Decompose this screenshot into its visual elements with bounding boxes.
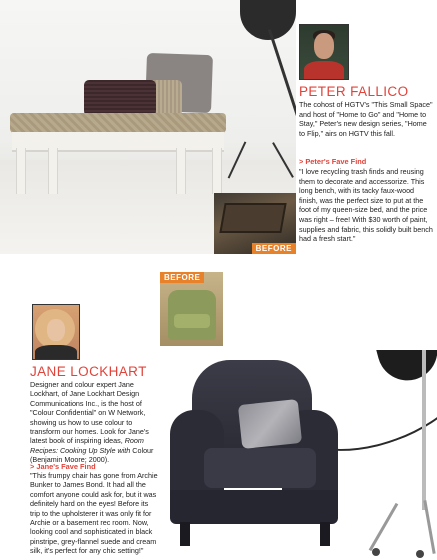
chair-leg xyxy=(180,522,190,546)
tripod-wheel xyxy=(372,548,380,556)
before-badge: BEFORE xyxy=(160,272,204,283)
light-stand xyxy=(268,29,296,144)
jane-bio xyxy=(30,380,160,465)
chair-after-photo xyxy=(160,350,437,560)
portrait-face xyxy=(314,33,334,59)
bench-frame xyxy=(12,132,224,152)
tripod-leg xyxy=(423,500,435,554)
jane-bio-text-end: Colour (Benjamin Moore; 2000). xyxy=(30,445,154,465)
chair-leg xyxy=(320,522,330,546)
tripod-wheel xyxy=(416,550,424,558)
book-title: Room Recipes: Cooking Up Style with xyxy=(30,436,144,455)
peter-portrait xyxy=(299,24,349,80)
chair-before-photo xyxy=(160,272,223,346)
jane-fave-text: "This frumpy chair has gone from Archie Bunker to James Bond. It had all the comfort anyone could ask for, but it was definitely hard on the eyes! Before its trip to the upholsterer it was only fit for Archie or a basement rec room. Now, looking cool and sophisticated in black pinstripe, grey-flannel suede and cream silk, it's perfect for any chic setting!" xyxy=(30,471,158,556)
tripod-leg xyxy=(369,503,399,551)
bench-cushion xyxy=(10,113,226,133)
bench-before-photo xyxy=(214,193,296,254)
portrait-shirt xyxy=(304,61,344,80)
tripod-stand xyxy=(422,350,426,510)
bench-leg xyxy=(48,148,58,194)
jane-portrait xyxy=(32,304,80,360)
studio-light xyxy=(240,0,296,40)
chair-base xyxy=(170,490,338,524)
before-badge: BEFORE xyxy=(252,243,296,254)
burgundy-pillow xyxy=(84,80,156,116)
portrait-face xyxy=(47,319,65,341)
portrait-top xyxy=(35,345,77,360)
peter-fave-heading: > Peter's Fave Find xyxy=(299,157,367,166)
old-bench xyxy=(219,203,286,233)
bench-leg xyxy=(16,148,26,194)
bench-after-photo xyxy=(0,0,296,254)
bench-leg xyxy=(212,148,222,194)
peter-fave-text: "I love recycling trash finds and reusing them to decorate and accessorize. This long bench, with its tacky faux-wood finish, was the perfect size to put at the foot of my queen-size bed, and the price was right – free! With $30 worth of paint, supplies and fabric, this solidly built bench had a fresh start." xyxy=(299,167,433,244)
chair-pillow xyxy=(238,399,302,449)
peter-bio: The cohost of HGTV's "This Small Space" and host of "Home to Go" and "Home to Stay," Peter's new design series, "Home to Flip," airs on HGTV this fall. xyxy=(299,100,433,138)
bench-leg xyxy=(176,148,186,194)
jane-bio-text: Designer and colour expert Jane Lockhart, of Jane Lockhart Design Communications Inc., is the host of "Colour Confidential" on W Network, showing us how to use colour to transform our homes. Look for Jane's latest book of inspiring ideas, xyxy=(30,380,149,446)
old-chair-cushion xyxy=(174,314,210,328)
chair-seat xyxy=(204,448,316,488)
peter-name-heading: PETER FALLICO xyxy=(299,84,409,99)
jane-fave-heading: > Jane's Fave Find xyxy=(30,462,96,471)
jane-name-heading: JANE LOCKHART xyxy=(30,364,147,379)
